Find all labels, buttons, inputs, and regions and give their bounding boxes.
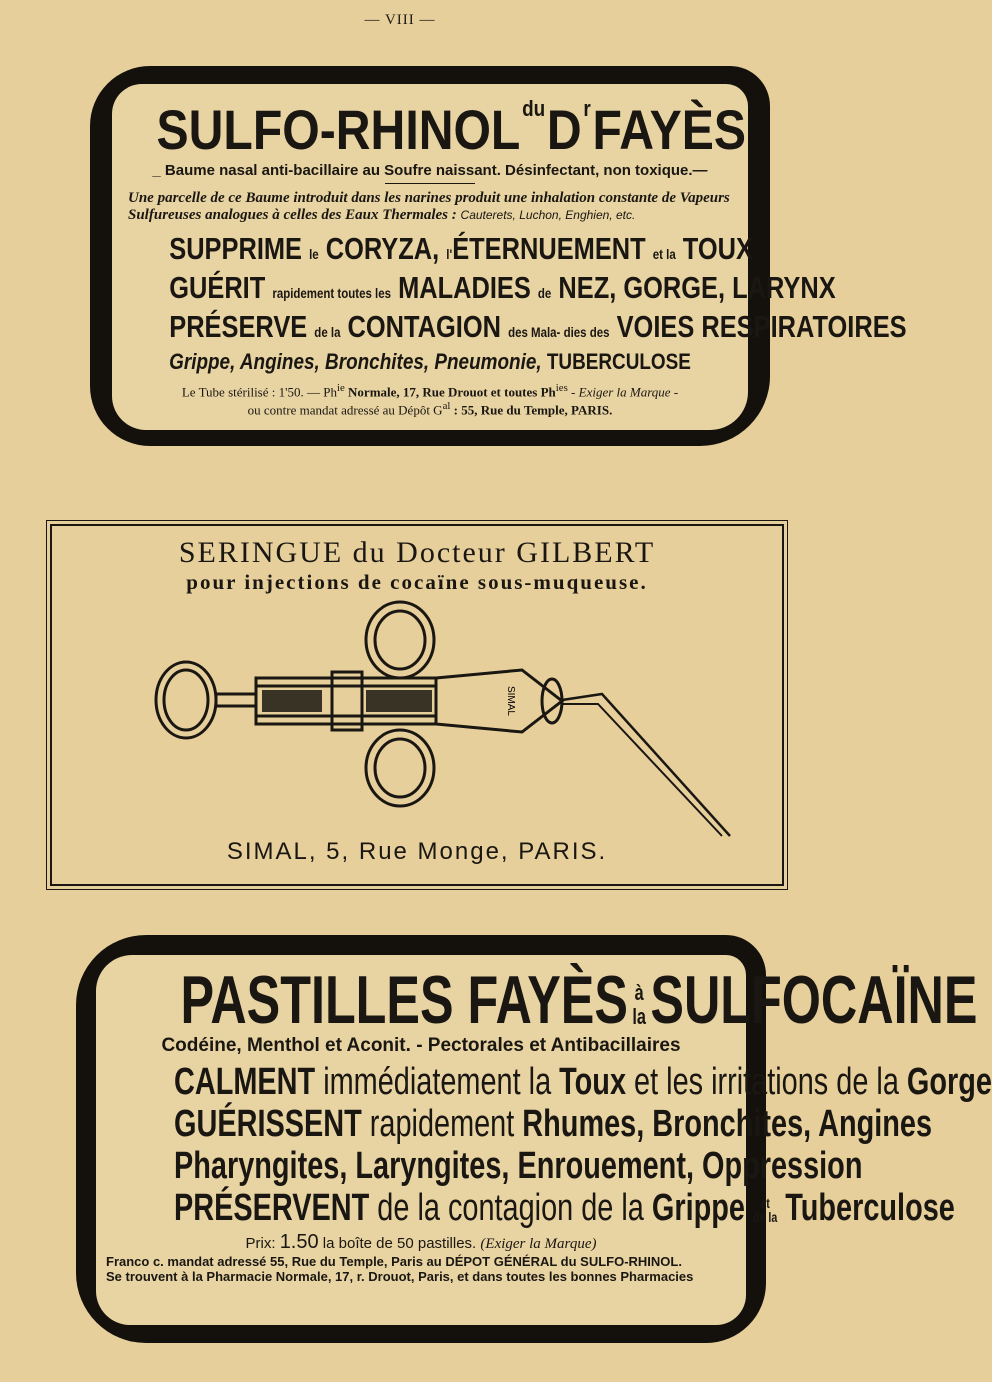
foot-text: ou contre mandat adressé au Dépôt G (247, 402, 443, 418)
guerissent-line (174, 1103, 933, 1145)
word: des Mala- dies des (508, 324, 610, 340)
ingredients-line: Codéine, Menthol et Aconit. - Pectorales et Antibacillaires (161, 1035, 681, 1056)
foot-sup: ies (555, 382, 568, 394)
sulfo-rhinol-ad (112, 84, 907, 430)
disease-list: Grippe, Angines, Bronchites, Pneumonie, (169, 349, 542, 374)
word: Rhumes, Bronchites, Angines (522, 1103, 933, 1145)
description-places: Cauterets, Luchon, Enghien, etc. (460, 208, 636, 222)
seringue-ad (50, 524, 784, 886)
foot-text: - Exiger la Marque - (567, 384, 679, 400)
description-bold: Une parcelle de ce Baume introduit dans les narines produit une inhalation constante de Vapeurs Sulfureuses analogues à celles des Eaux Thermales : (128, 190, 730, 223)
word: PRÉSERVE (169, 309, 308, 344)
word: SUPPRIME (169, 231, 303, 266)
word: Prix: (245, 1235, 280, 1252)
word: de la contagion de la (377, 1187, 644, 1229)
depot-line (112, 399, 748, 417)
title-du: du (522, 96, 546, 121)
word: à (634, 980, 644, 1006)
word: TOUX (682, 231, 753, 266)
price: 1.50 (279, 1231, 319, 1253)
syringe-illustration (152, 600, 712, 830)
word: Tuberculose (785, 1187, 955, 1229)
word: GUÉRISSENT (174, 1103, 362, 1145)
pharmacie-line: Se trouvent à la Pharmacie Normale, 17, r. Drouot, Paris, et dans toutes les bonnes Pharmacies (106, 1269, 694, 1284)
title-dr: D (546, 98, 582, 161)
seringue-title: SERINGUE du Docteur GILBERT (178, 536, 656, 569)
diseases-line (157, 349, 704, 375)
seringue-subtitle: pour injections de cocaïne sous-muqueuse. (186, 570, 648, 594)
word: et la (652, 246, 676, 262)
franco-line: Franco c. mandat adressé 55, Rue du Temple, Paris au DÉPOT GÉNÉRAL du SULFO-RHINOL. (106, 1254, 682, 1269)
word: MALADIES (398, 270, 531, 305)
word: CONTAGION (347, 309, 501, 344)
word: de la (314, 324, 341, 340)
word: la (632, 1004, 646, 1030)
sulfo-rhinol-description (112, 190, 748, 224)
price-line (96, 1231, 746, 1254)
word: Gorge (906, 1061, 992, 1103)
foot-text: Le Tube stérilisé : 1'50. — Ph (181, 384, 337, 400)
word: (Exiger la Marque) (480, 1236, 597, 1252)
guerit-line (169, 270, 836, 310)
supprime-line (169, 231, 753, 271)
word: la boîte de 50 pastilles. (318, 1235, 481, 1252)
word: Grippe (651, 1187, 745, 1229)
et-de-la (753, 1196, 777, 1224)
title-name: FAYÈS (592, 98, 747, 161)
pastilles-title (180, 961, 978, 1039)
title-product: PASTILLES FAYÈS (180, 962, 628, 1038)
word: NEZ, GORGE, LARYNX (558, 270, 836, 305)
page-number: — VIII — (364, 12, 436, 28)
word: de (537, 285, 552, 301)
title-ingredient: SULFOCAÏNE (650, 962, 978, 1038)
tuberculose: TUBERCULOSE (546, 349, 691, 374)
word: CORYZA, (325, 231, 440, 266)
word: PRÉSERVENT (174, 1187, 370, 1229)
title-dr-sup: r (583, 96, 591, 121)
word: rapidement (369, 1103, 515, 1145)
word: de la (752, 1208, 778, 1225)
sulfo-rhinol-title (156, 96, 747, 162)
calment-line (174, 1061, 992, 1103)
word: immédiatement la (323, 1061, 552, 1103)
foot-text: : 55, Rue du Temple, PARIS. (450, 402, 613, 418)
diseases-line: Pharyngites, Laryngites, Enrouement, Oppression (174, 1145, 863, 1187)
preserve-line (169, 309, 907, 349)
title-a-la (632, 981, 646, 1029)
seringue-address: SIMAL, 5, Rue Monge, PARIS. (226, 838, 608, 865)
word: GUÉRIT (169, 270, 266, 305)
word: VOIES RESPIRATOIRES (616, 309, 907, 344)
engraving-text: SIMAL (505, 685, 516, 717)
word: Toux (559, 1061, 627, 1103)
sulfo-rhinol-subtitle: _ Baume nasal anti-bacillaire au Soufre naissant. Désinfectant, non toxique.— (152, 162, 708, 179)
foot-text: Normale, 17, Rue Drouot et toutes Ph (348, 384, 556, 400)
pastilles-ad (96, 955, 992, 1325)
preservent-line (174, 1187, 955, 1229)
word: rapidement toutes les (272, 285, 392, 301)
title-product: SULFO-RHINOL (156, 98, 521, 161)
foot-sup: ie (336, 382, 345, 394)
word: le (309, 246, 319, 262)
divider (385, 183, 475, 184)
foot-sup: al (442, 400, 451, 413)
word: l' (446, 246, 453, 262)
word: et (760, 1194, 770, 1211)
word: et les irritations de la (634, 1061, 899, 1103)
syringe-needle (562, 694, 730, 836)
word: ÉTERNUEMENT (452, 231, 646, 266)
word: CALMENT (174, 1061, 316, 1103)
price-line (112, 381, 748, 399)
